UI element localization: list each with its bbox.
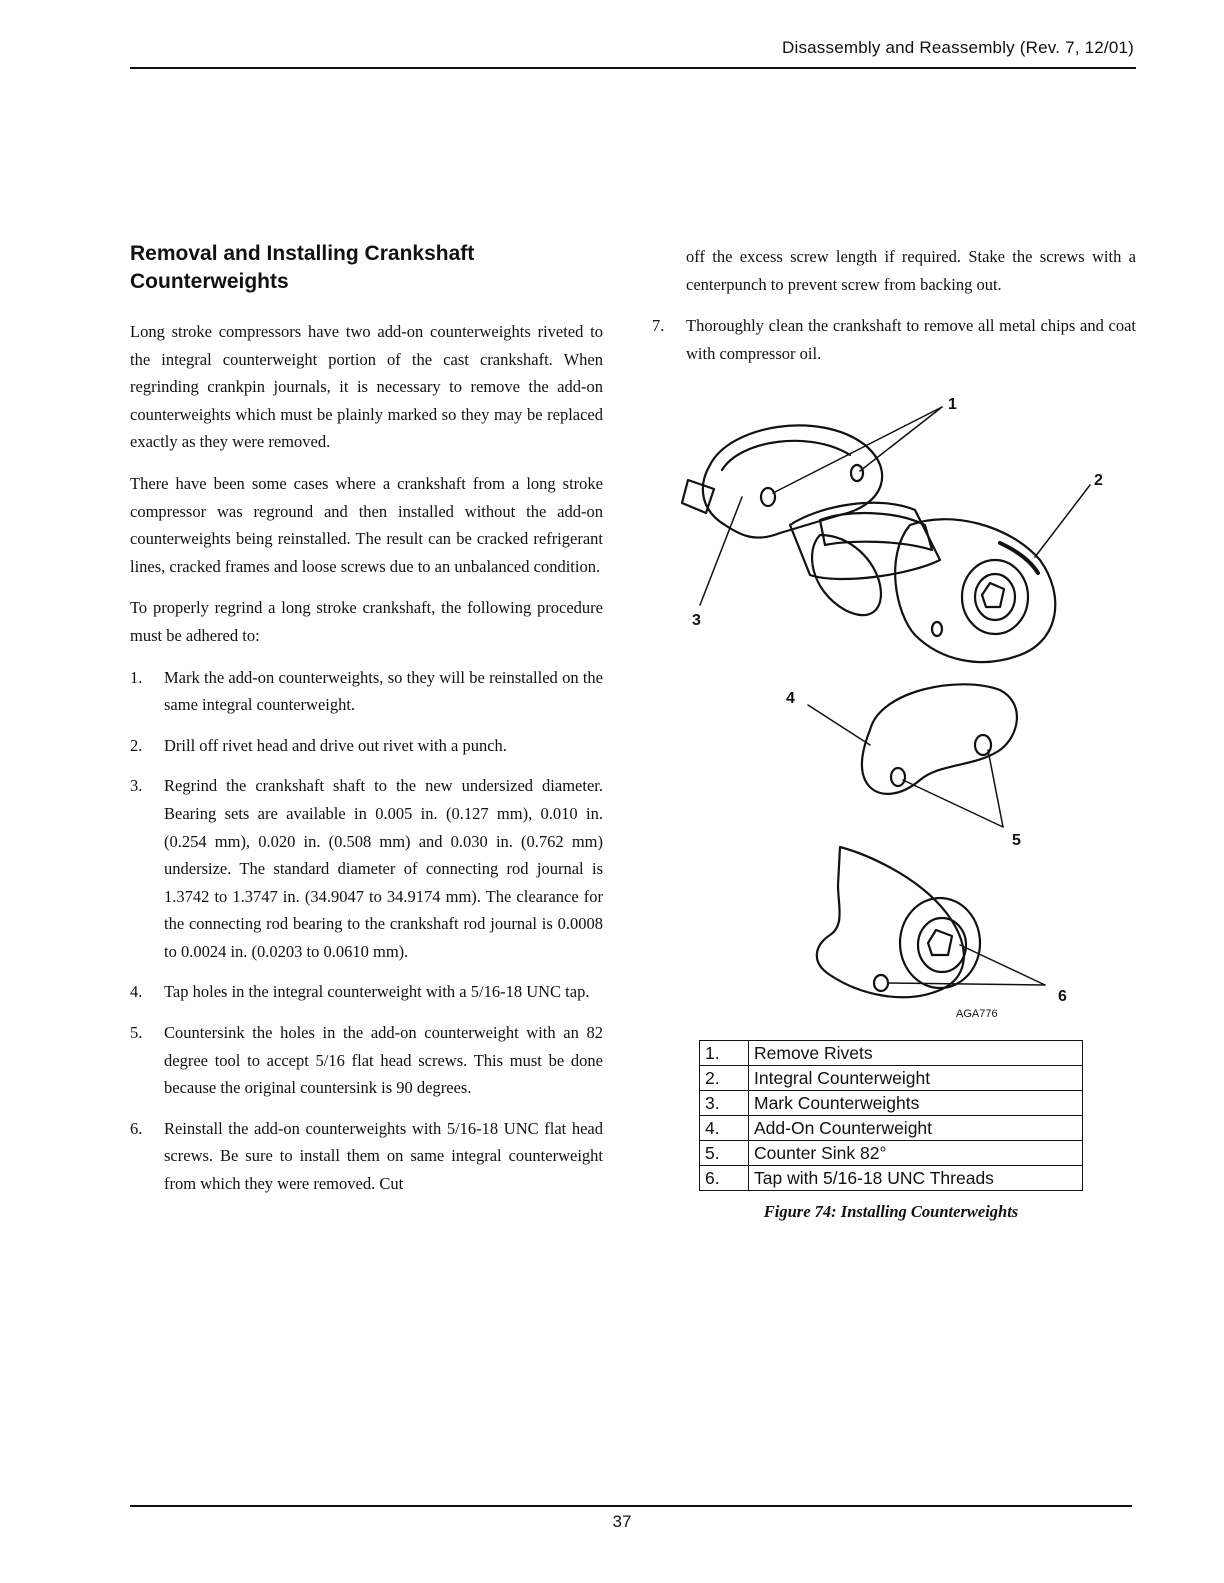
tap-hole	[874, 975, 888, 991]
legend-row	[700, 1141, 1083, 1166]
section-title	[130, 240, 603, 296]
step-number: 7.	[652, 316, 665, 336]
legend-number: 4.	[700, 1116, 749, 1141]
crankshaft-illustration	[670, 385, 1130, 1025]
legend-label: Integral Counterweight	[749, 1066, 1083, 1091]
step-item	[652, 312, 1136, 367]
leader-line-5b	[903, 780, 1003, 827]
leader-line-6b	[888, 983, 1045, 985]
legend-row	[700, 1041, 1083, 1066]
right-column	[652, 243, 1136, 367]
shaft-bore	[918, 918, 966, 972]
paragraph-procedure: To properly regrind a long stroke crankshaft, the following procedure must be adhered to:	[130, 598, 603, 645]
rivet-hole	[891, 768, 905, 786]
step-number: 5.	[130, 1023, 143, 1043]
footer-rule	[130, 1505, 1132, 1507]
procedure-steps	[130, 664, 603, 1198]
shaft-end	[900, 898, 980, 988]
legend-row	[700, 1166, 1083, 1191]
legend-row	[700, 1091, 1083, 1116]
paragraph-cases: There have been some cases where a crankshaft from a long stroke compressor was reground and then installed without the add-on counterweights being reinstalled. The result can be cracked refrigerant lines, cracked frames and loose screws due to an unbalanced condition.	[130, 473, 603, 576]
leader-line-1b	[860, 407, 942, 471]
header-title: Disassembly and Reassembly (Rev. 7, 12/01)	[781, 38, 1134, 57]
callout-5: 5	[1012, 832, 1021, 849]
leader-line-5a	[988, 750, 1003, 827]
section-title-line1: Removal and Installing Crankshaft	[130, 242, 475, 265]
drawing-code: AGA776	[956, 1008, 998, 1020]
legend-number: 1.	[700, 1041, 749, 1066]
header-rule	[130, 67, 1136, 69]
page-number: 37	[612, 1512, 632, 1531]
shaft-bore	[975, 574, 1015, 620]
callout-2: 2	[1094, 472, 1103, 489]
legend-label: Mark Counterweights	[749, 1091, 1083, 1116]
step-text: Tap holes in the integral counterweight with a 5/16-18 UNC tap.	[164, 982, 590, 1002]
step-number: 6.	[130, 1118, 143, 1138]
legend-row	[700, 1066, 1083, 1091]
counterweight-rim	[722, 441, 850, 470]
callout-3: 3	[692, 612, 701, 629]
paragraph-intro: Long stroke compressors have two add-on counterweights riveted to the integral counterweight portion of the cast crankshaft. When regrinding crankpin journals, it is necessary to remove the add-on counterweights which must be plainly marked so they may be replaced exactly as they were removed.	[130, 322, 603, 452]
step-text: Reinstall the add-on counterweights with 5/16-18 UNC flat head screws. Be sure to install them on same integral counterweight from which they were removed. Cut	[164, 1118, 603, 1194]
legend-label: Add-On Counterweight	[749, 1116, 1083, 1141]
step-number: 3.	[130, 776, 143, 796]
step-text: Drill off rivet head and drive out rivet with a punch.	[164, 735, 507, 755]
keyway	[928, 930, 952, 955]
rivet-hole	[932, 622, 942, 636]
left-column	[130, 240, 603, 1211]
legend-number: 6.	[700, 1166, 749, 1191]
step-text: Thoroughly clean the crankshaft to remove all metal chips and coat with compressor oil.	[686, 316, 1136, 363]
leader-line-6a	[960, 945, 1045, 985]
legend-number: 5.	[700, 1141, 749, 1166]
callout-1: 1	[948, 396, 957, 413]
step-item	[130, 664, 603, 719]
section-title-line2: Counterweights	[130, 270, 289, 293]
callout-4: 4	[786, 690, 795, 707]
leader-line-2	[1035, 485, 1090, 557]
legend-label: Tap with 5/16-18 UNC Threads	[749, 1166, 1083, 1191]
figure-legend-table	[699, 1040, 1083, 1191]
legend-label: Counter Sink 82°	[749, 1141, 1083, 1166]
keyway	[982, 583, 1004, 607]
counterweight-edge	[1000, 543, 1038, 573]
shaft-end	[962, 560, 1028, 634]
step-number: 4.	[130, 982, 143, 1002]
legend-row	[700, 1116, 1083, 1141]
legend-label: Remove Rivets	[749, 1041, 1083, 1066]
step-text: Mark the add-on counterweights, so they will be reinstalled on the same integral counterweight.	[164, 667, 603, 715]
step-number: 2.	[130, 735, 143, 755]
step-item	[130, 978, 603, 1006]
legend-number: 2.	[700, 1066, 749, 1091]
step-text: Countersink the holes in the add-on counterweight with an 82 degree tool to accept 5/16 flat head screws. This must be done because the original countersink is 90 degrees.	[164, 1023, 603, 1098]
step-number: 1.	[130, 667, 143, 687]
step-item	[130, 772, 603, 965]
crankpin-journal	[820, 513, 932, 550]
figure-caption: Figure 74: Installing Counterweights	[763, 1202, 1019, 1221]
crankshaft-assembly	[682, 425, 1055, 662]
crankshaft-end	[817, 847, 980, 997]
rivet-hole	[851, 465, 863, 481]
step-item	[130, 1115, 603, 1198]
step-item	[130, 732, 603, 760]
callout-6: 6	[1058, 988, 1067, 1005]
step6-continued: off the excess screw length if required. Stake the screws with a centerpunch to prevent screw from backing out.	[686, 247, 1136, 294]
shaft-stub	[682, 480, 714, 513]
web-left-lobe	[812, 535, 881, 615]
leader-line-4	[808, 705, 870, 745]
step-item	[130, 1019, 603, 1102]
legend-number: 3.	[700, 1091, 749, 1116]
step-text: Regrind the crankshaft shaft to the new undersized diameter. Bearing sets are available in 0.005 in. (0.127 mm), 0.010 in. (0.254 mm), 0.020 in. (0.508 mm) and 0.030 in. (0.762 mm) undersize. The standard diameter of connecting rod journal is 1.3742 to 1.3747 in. (34.9047 to 34.9174 mm). The clearance for the connecting rod bearing to the crankshaft rod journal is 0.0008 to 0.0024 in. (0.0203 to 0.0610 mm).	[164, 776, 603, 961]
rivet-hole	[761, 488, 775, 506]
